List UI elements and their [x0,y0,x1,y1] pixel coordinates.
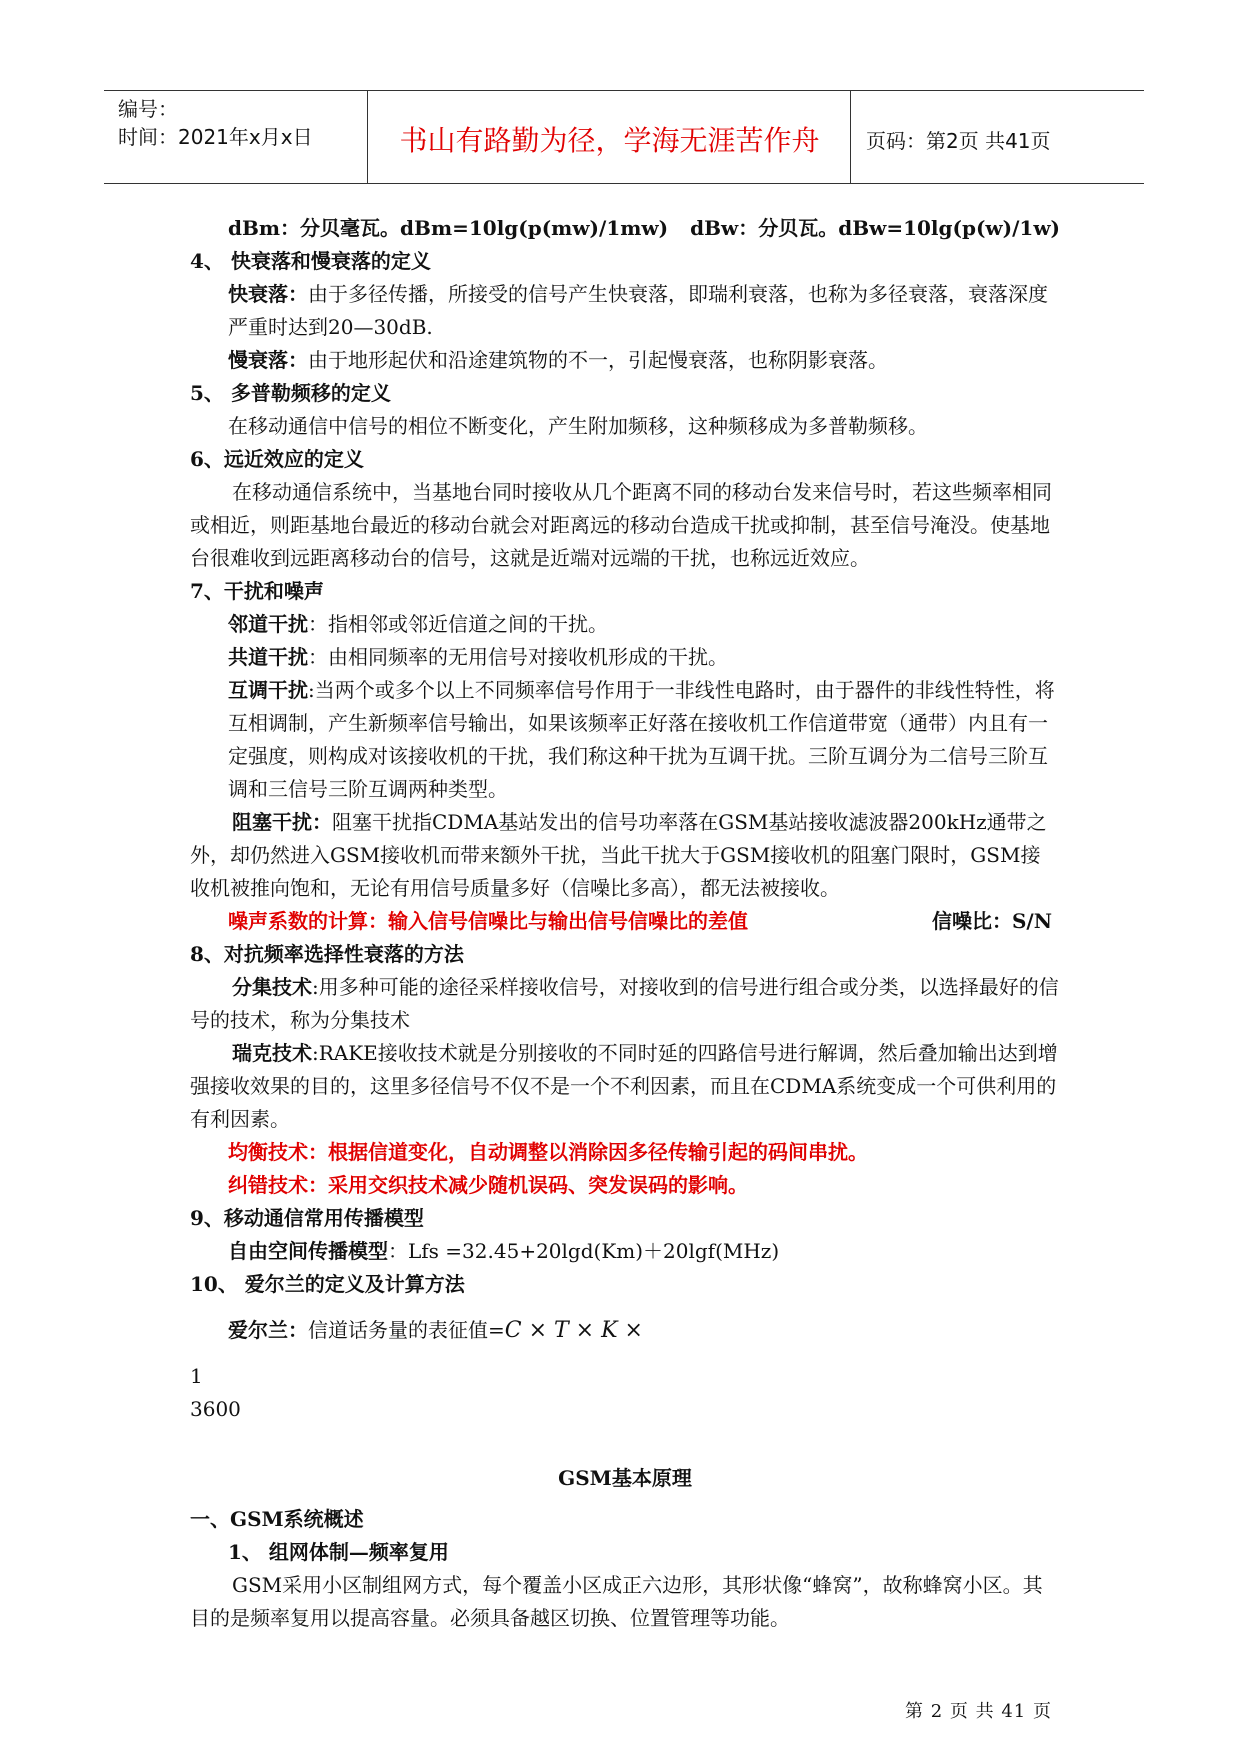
snr-text: 信噪比：S/N [931,909,1052,933]
page-header [104,90,1144,184]
cochannel-interference-term: 共道干扰 [228,645,308,669]
gsm-overview-title: 一、GSM系统概述 [190,1507,364,1531]
equalization-line: 均衡技术：根据信道变化，自动调整以消除因多径传输引起的码间串扰。 [228,1140,868,1164]
diversity-text: :用多种可能的途径采样接收信号，对接收到的信号进行组合或分类，以选择最好的信号的技术，称为分集技术 [190,975,1059,1032]
diversity-paragraph [190,971,1060,1037]
header-right-cell [852,91,1144,183]
intermod-interference-text: :当两个或多个以上不同频率信号作用于一非线性电路时，由于器件的非线性特性，将互相调制，产生新频率信号输出，如果该频率正好落在接收机工作信道带宽（通带）内且有一定强度，则构成对该接收机的干扰，我们称这种干扰为互调干扰。三阶互调分为二信号三阶互调和三信号三阶互调两种类型。 [228,678,1055,801]
blocking-interference-text: 阻塞干扰指CDMA基站发出的信号功率落在GSM基站接收滤波器200kHz通带之外，却仍然进入GSM接收机而带来额外干扰，当此干扰大于GSM接收机的阻塞门限时，GSM接收机被推向饱和，无论有用信号质量多好（信噪比多高），都无法被接收。 [190,810,1047,900]
intermod-interference-term: 互调干扰 [228,678,308,702]
slow-fading-paragraph [190,344,1060,377]
diversity-term: 分集技术 [232,975,312,999]
free-space-model-term: 自由空间传播模型 [228,1239,388,1263]
error-correction-line: 纠错技术：采用交织技术减少随机误码、突发误码的影响。 [228,1173,748,1197]
noise-figure-text: 噪声系数的计算：输入信号信噪比与输出信号信噪比的差值 [228,909,748,933]
motto: 书山有路勤为径，学海无涯苦作舟 [399,124,820,157]
fast-fading-term: 快衰落： [228,282,308,306]
page-footer: 第 2 页 共 41 页 [905,1701,1052,1722]
gsm-cellular-paragraph: GSM采用小区制组网方式，每个覆盖小区成正六边形，其形状像“蜂窝”，故称蜂窝小区。其目的是频率复用以提高容量。必须具备越区切换、位置管理等功能。 [190,1573,1043,1630]
page-label: 页码：第2页 共41页 [866,129,1051,153]
gsm-section-title: GSM基本原理 [558,1466,692,1490]
doppler-paragraph: 在移动通信中信号的相位不断变化，产生附加频移，这种频移成为多普勒频移。 [228,414,928,438]
slow-fading-term: 慢衰落： [228,348,308,372]
fraction-numerator: 1 [190,1364,203,1388]
adjacent-interference-term: 邻道干扰 [228,612,308,636]
adjacent-interference-paragraph [190,608,1060,641]
cochannel-interference-paragraph [190,641,1060,674]
header-left-cell [104,91,368,183]
db-definitions [190,212,1060,245]
section-9-title: 9、移动通信常用传播模型 [190,1206,424,1230]
slow-fading-text: 由于地形起伏和沿途建筑物的不一，引起慢衰落，也称阴影衰落。 [308,348,888,372]
intermod-interference-paragraph [190,674,1060,806]
cochannel-interference-text: ：由相同频率的无用信号对接收机形成的干扰。 [308,645,728,669]
erlang-formula: C × T × K × [504,1318,643,1343]
rake-paragraph [190,1037,1060,1136]
section-8-title: 8、对抗频率选择性衰落的方法 [190,942,464,966]
dbm-definition: dBm：分贝毫瓦。dBm=10lg(p(mw)/1mw) [228,216,669,240]
rake-term: 瑞克技术 [232,1041,312,1065]
fraction-denominator: 3600 [190,1397,241,1421]
rake-text: :RAKE接收技术就是分别接收的不同时延的四路信号进行解调，然后叠加输出达到增强接收效果的目的，这里多径信号不仅不是一个不利因素，而且在CDMA系统变成一个可供利用的有利因素。 [190,1041,1058,1131]
noise-figure-line [190,905,1060,938]
section-5-title: 5、 多普勒频移的定义 [190,381,391,405]
gsm-frequency-reuse-title: 1、 组网体制—频率复用 [228,1540,449,1564]
section-10-title: 10、 爱尔兰的定义及计算方法 [190,1272,465,1296]
fast-fading-paragraph [190,278,1060,344]
section-4-title: 4、 快衰落和慢衰落的定义 [190,249,431,273]
erlang-term: 爱尔兰： [228,1318,308,1342]
dbw-definition: dBw：分贝瓦。dBw=10lg(p(w)/1w) [690,216,1060,240]
number-label: 编号： [118,97,178,121]
section-7-title: 7、干扰和噪声 [190,579,324,603]
header-middle-cell [369,91,851,183]
time-label: 时间：2021年x月x日 [118,125,313,149]
erlang-formula-line [190,1301,1060,1360]
blocking-interference-paragraph [190,806,1060,905]
section-6-title: 6、远近效应的定义 [190,447,364,471]
fast-fading-text: 由于多径传播，所接受的信号产生快衰落，即瑞利衰落，也称为多径衰落，衰落深度严重时达到20—30dB. [228,282,1048,339]
blocking-interference-term: 阻塞干扰： [232,810,332,834]
adjacent-interference-text: ：指相邻或邻近信道之间的干扰。 [308,612,608,636]
near-far-paragraph: 在移动通信系统中，当基地台同时接收从几个距离不同的移动台发来信号时，若这些频率相同或相近，则距基地台最近的移动台就会对距离远的移动台造成干扰或抑制，甚至信号淹没。使基地台很难收到远距离移动台的信号，这就是近端对远端的干扰，也称远近效应。 [190,480,1052,570]
document-body [190,212,1060,1635]
free-space-model-text: ：Lfs =32.45+20lgd(Km)＋20lgf(MHz) [388,1239,780,1263]
free-space-model-paragraph [190,1235,1060,1268]
erlang-text: 信道话务量的表征值= [308,1318,505,1342]
